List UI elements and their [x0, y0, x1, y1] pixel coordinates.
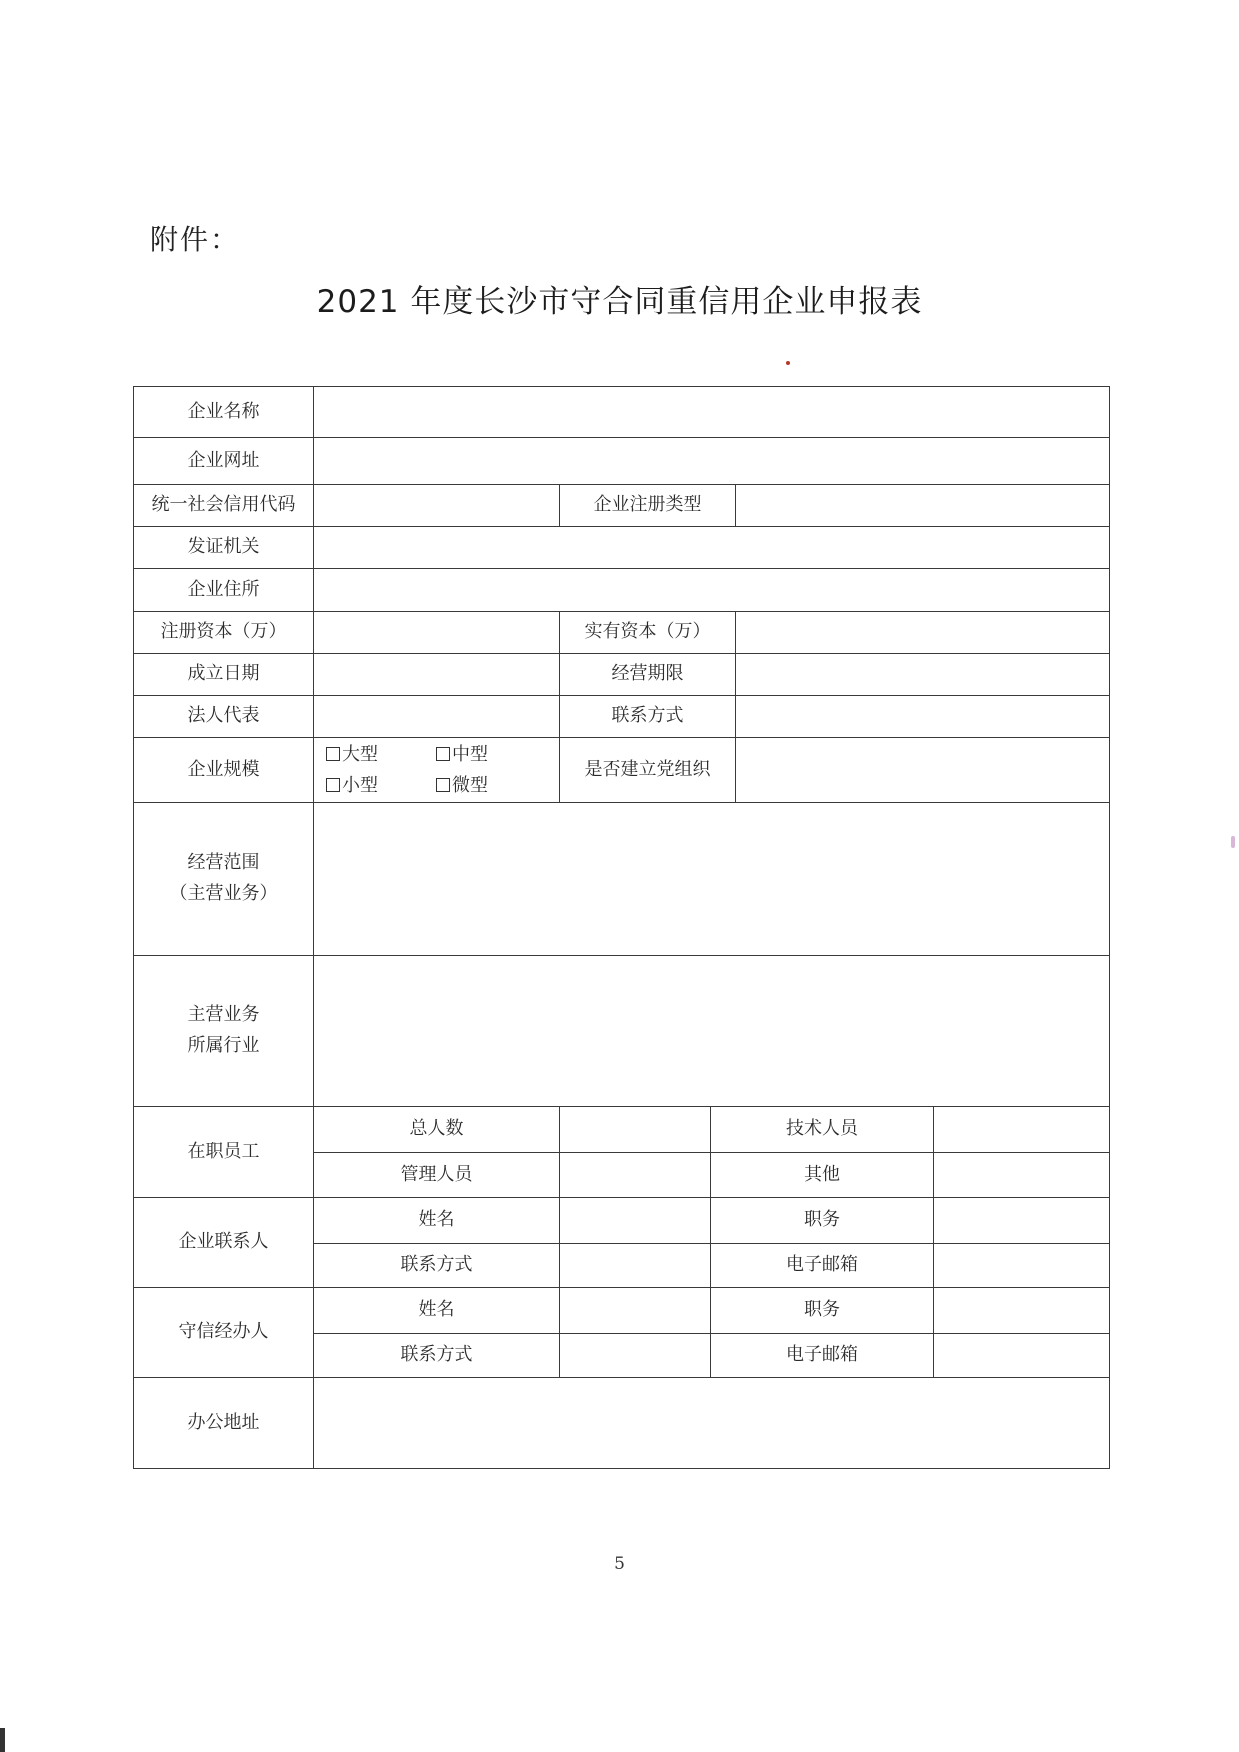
field-registered-capital[interactable] — [314, 612, 560, 654]
label-business-scope: 经营范围 （主营业务） — [134, 803, 314, 956]
label-contact-person: 企业联系人 — [134, 1198, 314, 1288]
label-party-org: 是否建立党组织 — [560, 738, 736, 803]
field-company-name[interactable] — [314, 387, 1110, 438]
row-capital — [134, 612, 1110, 654]
page-number: 5 — [614, 1554, 625, 1574]
field-paid-capital[interactable] — [736, 612, 1110, 654]
option-small[interactable]: 小型 — [326, 770, 436, 802]
label-address: 企业住所 — [134, 569, 314, 612]
row-issuing-authority — [134, 527, 1110, 569]
label-registration-type: 企业注册类型 — [560, 485, 736, 527]
field-contact-method[interactable] — [736, 696, 1110, 738]
label-management-staff: 管理人员 — [314, 1153, 560, 1198]
label-office-address: 办公地址 — [134, 1378, 314, 1469]
label-credit-officer: 守信经办人 — [134, 1288, 314, 1378]
row-employees-1 — [134, 1107, 1110, 1153]
option-micro[interactable]: 微型 — [436, 770, 546, 802]
label-issuing-authority: 发证机关 — [134, 527, 314, 569]
label-officer-name: 姓名 — [314, 1288, 560, 1334]
row-scale — [134, 738, 1110, 803]
label-contact-name: 姓名 — [314, 1198, 560, 1244]
row-business-scope — [134, 803, 1110, 956]
row-dates — [134, 654, 1110, 696]
row-credit-code — [134, 485, 1110, 527]
label-scale: 企业规模 — [134, 738, 314, 803]
label-founding-date: 成立日期 — [134, 654, 314, 696]
label-credit-code: 统一社会信用代码 — [134, 485, 314, 527]
field-business-term[interactable] — [736, 654, 1110, 696]
row-company-name — [134, 387, 1110, 438]
label-registered-capital: 注册资本（万） — [134, 612, 314, 654]
label-website: 企业网址 — [134, 438, 314, 485]
field-total-staff[interactable] — [560, 1107, 711, 1153]
checkbox-medium[interactable] — [436, 747, 450, 761]
stray-ink-dot — [786, 361, 790, 365]
field-office-address[interactable] — [314, 1378, 1110, 1469]
field-management-staff[interactable] — [560, 1153, 711, 1198]
scale-options — [314, 738, 560, 803]
row-industry — [134, 956, 1110, 1107]
field-founding-date[interactable] — [314, 654, 560, 696]
field-officer-email[interactable] — [934, 1334, 1110, 1378]
field-website[interactable] — [314, 438, 1110, 485]
field-issuing-authority[interactable] — [314, 527, 1110, 569]
row-credit-officer-1 — [134, 1288, 1110, 1334]
field-officer-position[interactable] — [934, 1288, 1110, 1334]
edge-scan-mark — [1231, 836, 1235, 848]
label-employees: 在职员工 — [134, 1107, 314, 1198]
checkbox-large[interactable] — [326, 747, 340, 761]
checkbox-micro[interactable] — [436, 778, 450, 792]
row-address — [134, 569, 1110, 612]
label-industry: 主营业务 所属行业 — [134, 956, 314, 1107]
label-contact-email: 电子邮箱 — [711, 1244, 934, 1288]
label-paid-capital: 实有资本（万） — [560, 612, 736, 654]
row-office-address — [134, 1378, 1110, 1469]
field-contact-position[interactable] — [934, 1198, 1110, 1244]
row-website — [134, 438, 1110, 485]
label-officer-phone: 联系方式 — [314, 1334, 560, 1378]
row-legal-rep — [134, 696, 1110, 738]
label-contact-method: 联系方式 — [560, 696, 736, 738]
label-contact-position: 职务 — [711, 1198, 934, 1244]
option-large[interactable]: 大型 — [326, 739, 436, 771]
field-credit-code[interactable] — [314, 485, 560, 527]
field-officer-phone[interactable] — [560, 1334, 711, 1378]
field-officer-name[interactable] — [560, 1288, 711, 1334]
attachment-label: 附件： — [150, 223, 241, 256]
label-tech-staff: 技术人员 — [711, 1107, 934, 1153]
field-contact-email[interactable] — [934, 1244, 1110, 1288]
label-total-staff: 总人数 — [314, 1107, 560, 1153]
form-title: 2021 年度长沙市守合同重信用企业申报表 — [316, 284, 923, 320]
field-business-scope[interactable] — [314, 803, 1110, 956]
label-other-staff: 其他 — [711, 1153, 934, 1198]
field-registration-type[interactable] — [736, 485, 1110, 527]
field-contact-name[interactable] — [560, 1198, 711, 1244]
corner-scan-mark — [0, 1728, 5, 1752]
label-officer-email: 电子邮箱 — [711, 1334, 934, 1378]
field-industry[interactable] — [314, 956, 1110, 1107]
label-officer-position: 职务 — [711, 1288, 934, 1334]
label-business-term: 经营期限 — [560, 654, 736, 696]
row-contact-person-1 — [134, 1198, 1110, 1244]
field-other-staff[interactable] — [934, 1153, 1110, 1198]
label-company-name: 企业名称 — [134, 387, 314, 438]
field-legal-rep[interactable] — [314, 696, 560, 738]
field-address[interactable] — [314, 569, 1110, 612]
label-legal-rep: 法人代表 — [134, 696, 314, 738]
option-medium[interactable]: 中型 — [436, 739, 546, 771]
checkbox-small[interactable] — [326, 778, 340, 792]
field-party-org[interactable] — [736, 738, 1110, 803]
application-form-table — [133, 386, 1110, 1469]
field-contact-phone[interactable] — [560, 1244, 711, 1288]
field-tech-staff[interactable] — [934, 1107, 1110, 1153]
label-contact-phone: 联系方式 — [314, 1244, 560, 1288]
